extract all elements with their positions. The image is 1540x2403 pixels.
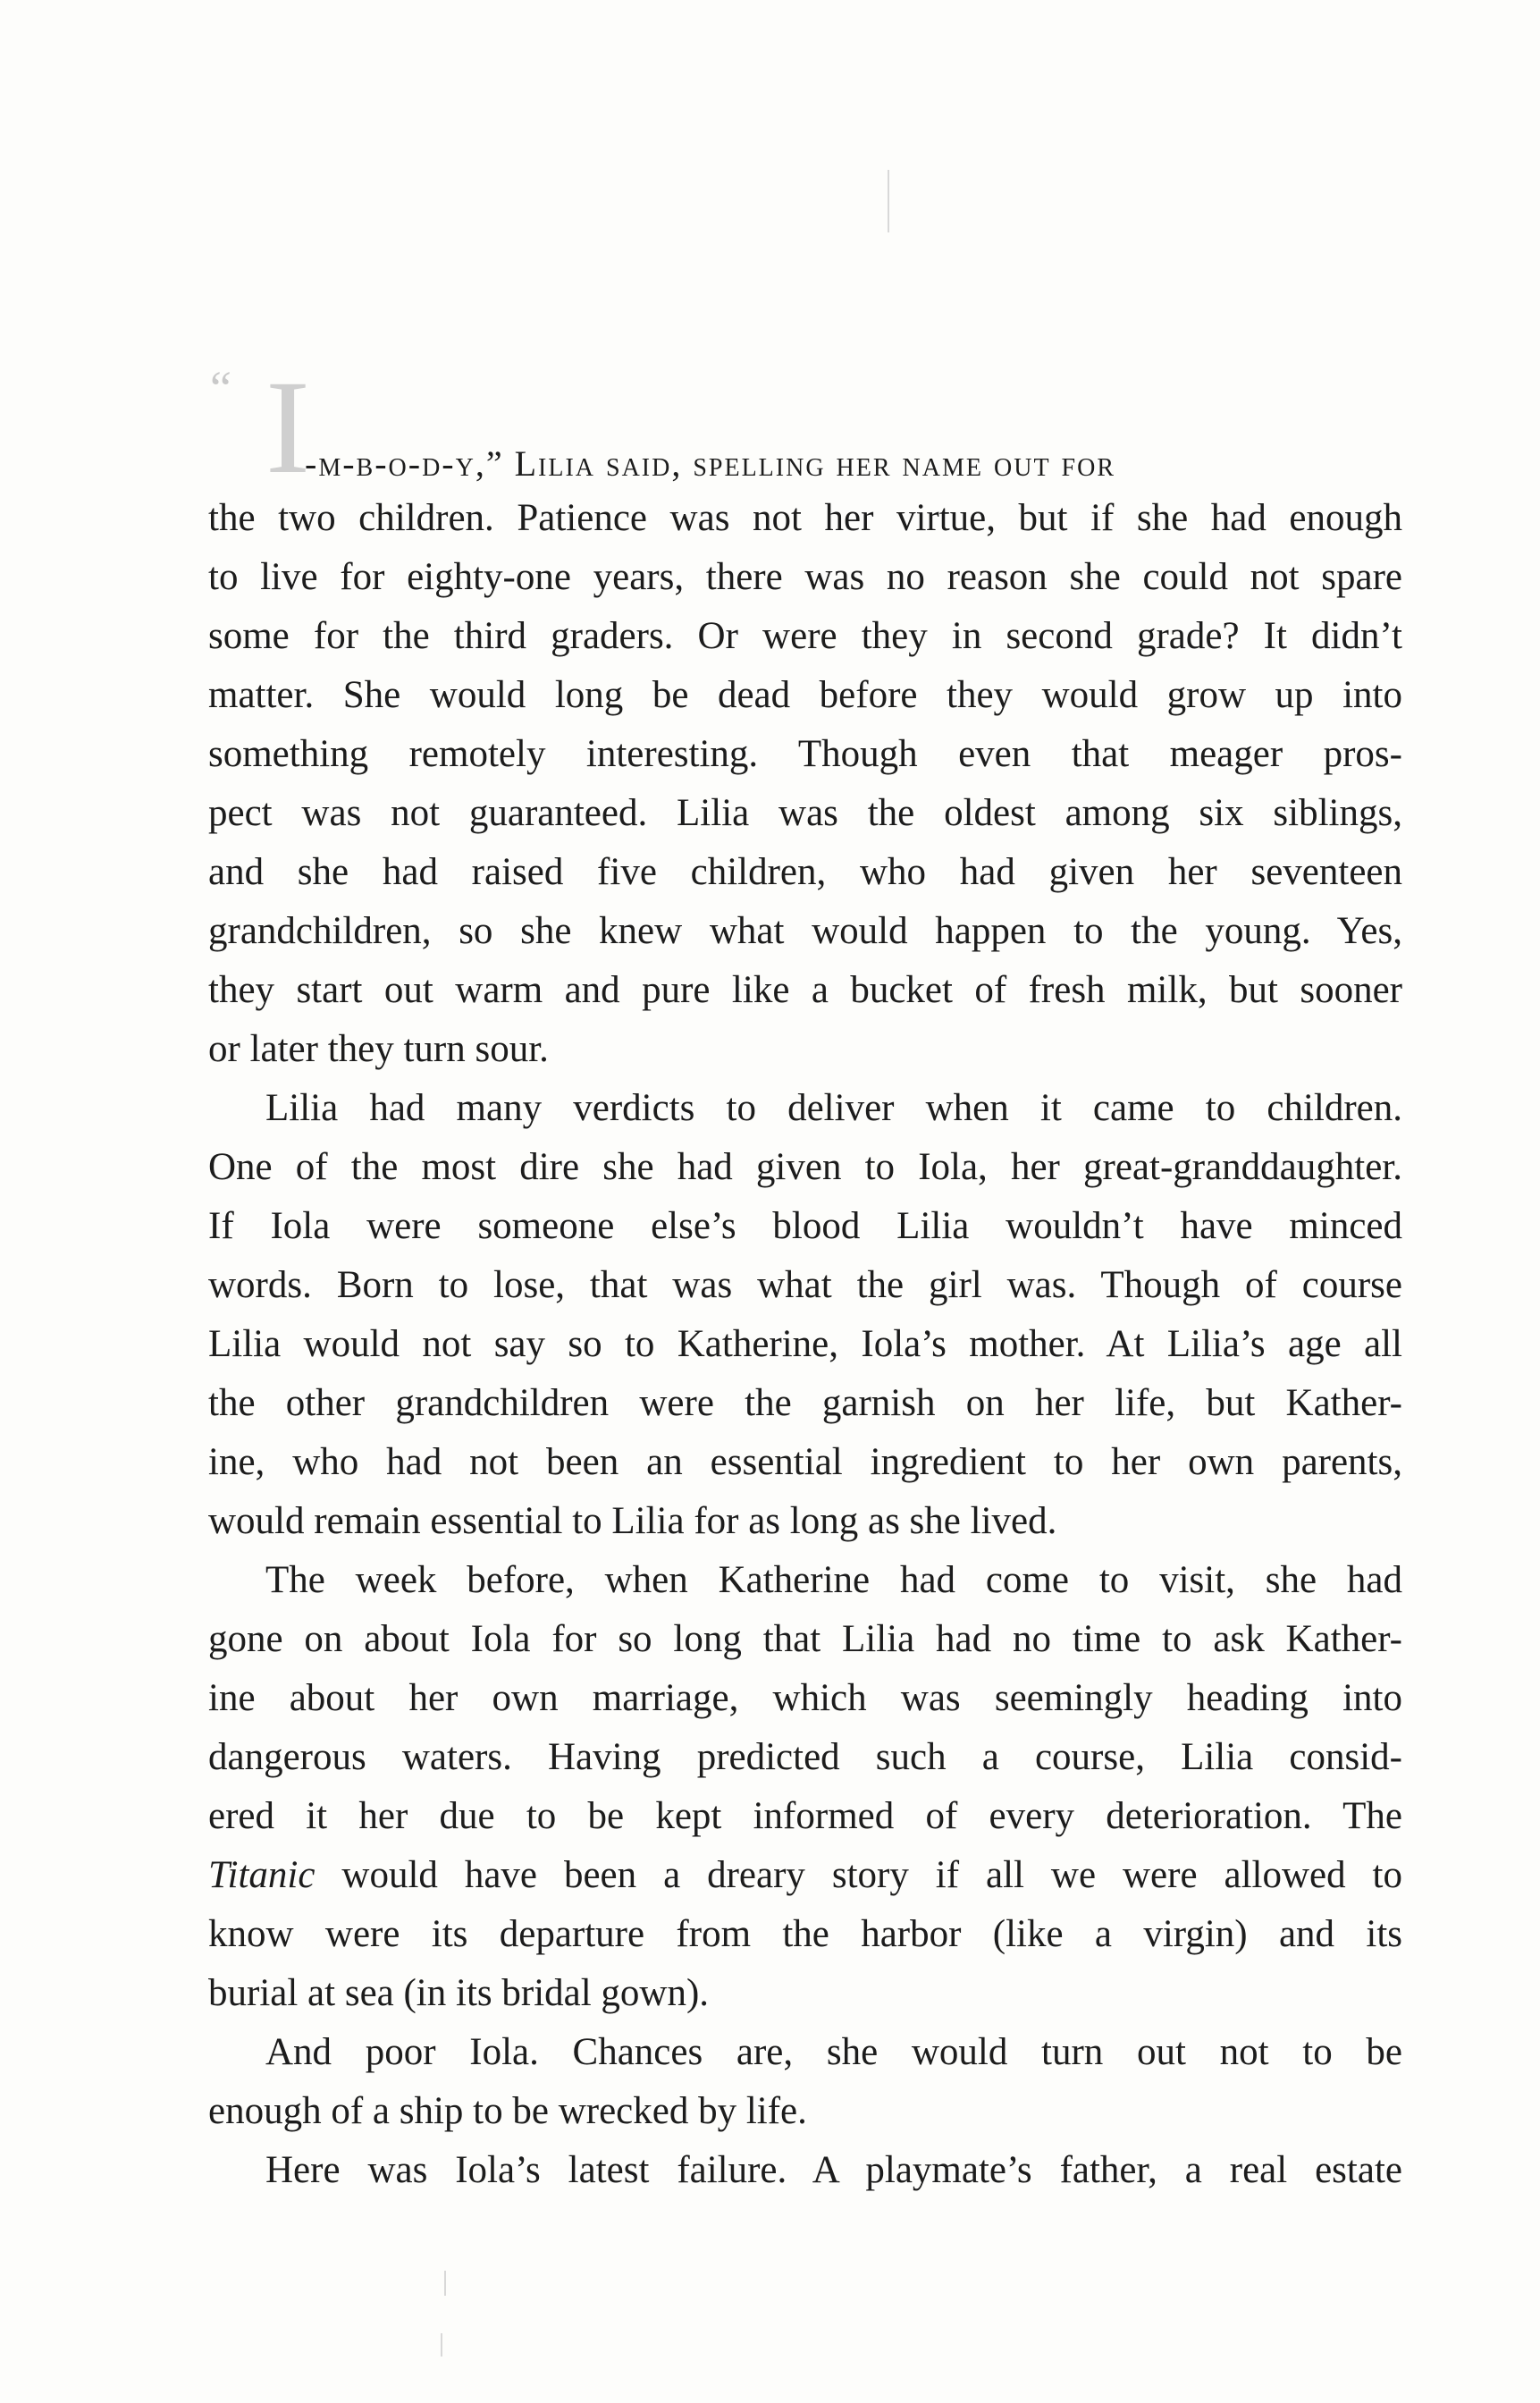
- text-line: Titanic would have been a dreary story if all we were allowed to: [208, 1854, 1402, 1896]
- text-line: to live for eighty-one years, there was no reason she could not spare: [208, 556, 1402, 598]
- scan-mark: [888, 170, 889, 232]
- text-line: And poor Iola. Chances are, she would turn out not to be: [265, 2031, 1402, 2073]
- text-line: matter. She would long be dead before they would grow up into: [208, 674, 1402, 716]
- text-line: words. Born to lose, that was what the girl was. Though of course: [208, 1264, 1402, 1306]
- text-line: One of the most dire she had given to Iola, her great-granddaughter.: [208, 1146, 1402, 1188]
- text-line: burial at sea (in its bridal gown).: [208, 1972, 710, 2014]
- paragraph: [208, 489, 1402, 1079]
- text-line: If Iola were someone else’s blood Lilia wouldn’t have minced: [208, 1205, 1402, 1247]
- text-line: ine, who had not been an essential ingredient to her own parents,: [208, 1441, 1402, 1483]
- text-line: pect was not guaranteed. Lilia was the oldest among six siblings,: [208, 792, 1402, 834]
- text-line: they start out warm and pure like a bucket of fresh milk, but sooner: [208, 969, 1402, 1011]
- text-line: ered it her due to be kept informed of every deterioration. The: [208, 1795, 1402, 1837]
- text-line: or later they turn sour.: [208, 1028, 549, 1070]
- text-line: ine about her own marriage, which was seemingly heading into: [208, 1677, 1402, 1719]
- opening-text: -m-b-o-d-y,” Lilia said, spelling her name out for: [305, 443, 1116, 484]
- paragraph: [208, 1551, 1402, 2023]
- text-line: know were its departure from the harbor (like a virgin) and its: [208, 1913, 1402, 1955]
- text-line: enough of a ship to be wrecked by life.: [208, 2090, 807, 2132]
- body-text: [208, 353, 1402, 2200]
- text-line: Lilia would not say so to Katherine, Iola’s mother. At Lilia’s age all: [208, 1323, 1402, 1365]
- opening-quote-mark: “: [210, 361, 231, 415]
- scan-mark: [444, 2271, 446, 2296]
- text-line: the two children. Patience was not her virtue, but if she had enough: [208, 497, 1402, 539]
- text-line: and she had raised five children, who had given her seventeen: [208, 851, 1402, 893]
- text-line: the other grandchildren were the garnish on her life, but Kather-: [208, 1382, 1402, 1424]
- paragraph: [208, 2141, 1402, 2200]
- scan-mark: [441, 2333, 442, 2357]
- paragraph: [208, 1079, 1402, 1551]
- text-line: Lilia had many verdicts to deliver when it came to children.: [265, 1087, 1402, 1129]
- text-line: grandchildren, so she knew what would happen to the young. Yes,: [208, 910, 1402, 952]
- text-line: would remain essential to Lilia for as long as she lived.: [208, 1500, 1057, 1542]
- book-title-emphasis: Titanic: [208, 1854, 316, 1896]
- text-line: gone on about Iola for so long that Lilia had no time to ask Kather-: [208, 1618, 1402, 1660]
- text-line: some for the third graders. Or were they in second grade? It didn’t: [208, 615, 1402, 657]
- text-line: something remotely interesting. Though even that meager pros-: [208, 733, 1402, 775]
- opening-line: [208, 353, 1402, 502]
- drop-cap: I: [265, 353, 310, 502]
- paragraph: [208, 2023, 1402, 2141]
- text-line: The week before, when Katherine had come to visit, she had: [265, 1559, 1402, 1601]
- text-line: Here was Iola’s latest failure. A playmate’s father, a real estate: [265, 2149, 1402, 2191]
- text-line: dangerous waters. Having predicted such a course, Lilia consid-: [208, 1736, 1402, 1778]
